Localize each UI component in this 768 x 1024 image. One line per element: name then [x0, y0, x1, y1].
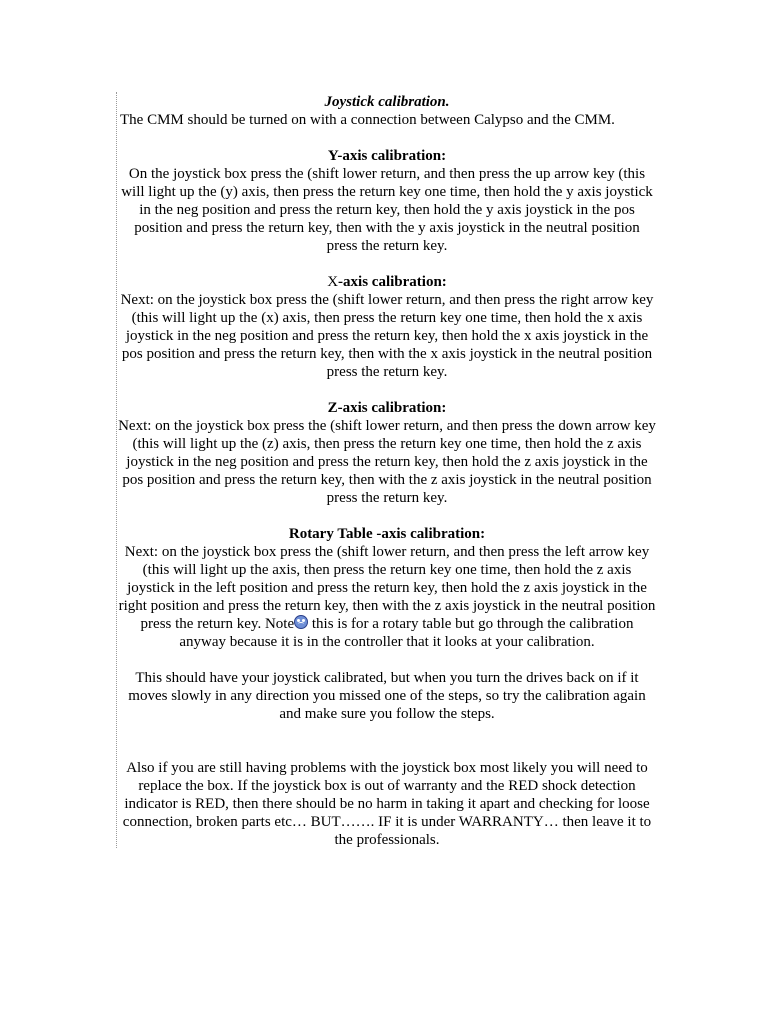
y-axis-heading: Y-axis calibration:	[327, 148, 447, 164]
y-axis-instructions: On the joystick box press the (shift lower return, and then press the up arrow key (this will light up the (y) axis, then press the return key one time, then hold the y axis joystick in the neg position and press the return key, then hold the y axis joystick in the pos position and press the return key, then with the y axis joystick in the neutral position press the return key.	[121, 166, 653, 254]
rotary-text-before-icon: Next: on the joystick box press the (shift lower return, and then press the left arrow key (this will light up the axis, then press the return key one time, then hold the z axis joystick in the left position and press the return key, then hold the z axis joystick in the right position and press the return key, then with the z axis joystick in the neutral position press the return key. Note	[118, 544, 656, 632]
spacer	[118, 507, 656, 525]
x-axis-instructions: Next: on the joystick box press the (shift lower return, and then press the right arrow key (this will light up the (x) axis, then press the return key one time, then hold the x axis joystick in the neg position and press the return key, then hold the x axis joystick in the pos position and press the return key, then with the x axis joystick in the neutral position press the return key.	[120, 292, 654, 380]
x-axis-heading-rest: -axis calibration:	[338, 274, 447, 290]
closing-paragraph: This should have your joystick calibrated, but when you turn the drives back on if it moves slowly in any direction you missed one of the steps, so try the calibration again and make sure you follow the steps.	[128, 670, 646, 722]
x-axis-heading-prefix: X	[327, 274, 339, 290]
spacer	[118, 129, 656, 147]
warranty-paragraph: Also if you are still having problems with the joystick box most likely you will need to replace the box. If the joystick box is out of warranty and the RED shock detection indicator is RED, then there should be no harm in taking it apart and checking for loose connection, broken parts etc… BUT……. IF it is under WARRANTY… then leave it to the professionals.	[122, 760, 652, 848]
spacer	[118, 255, 656, 273]
rotary-text-after-icon: this is for a rotary table but go through the calibration anyway because it is in the controller that it looks at your calibration.	[179, 616, 634, 650]
spacer	[118, 381, 656, 399]
intro-paragraph: The CMM should be turned on with a connection between Calypso and the CMM.	[120, 112, 615, 128]
rotary-table-instructions	[118, 543, 656, 651]
z-axis-instructions: Next: on the joystick box press the (shift lower return, and then press the down arrow key (this will light up the (z) axis, then press the return key one time, then hold the z axis joystick in the neg position and press the return key, then hold the z axis joystick in the pos position and press the return key, then with the z axis joystick in the neutral position press the return key.	[118, 418, 656, 506]
x-axis-heading	[118, 273, 656, 291]
spacer	[118, 651, 656, 669]
document-title: Joystick calibration.	[324, 94, 450, 110]
rotary-table-heading: Rotary Table -axis calibration:	[288, 526, 486, 542]
spacer	[118, 723, 656, 759]
left-margin-guide	[116, 92, 117, 848]
z-axis-heading: Z-axis calibration:	[327, 400, 447, 416]
frown-emoticon-icon	[294, 615, 308, 629]
document-body	[118, 93, 656, 849]
